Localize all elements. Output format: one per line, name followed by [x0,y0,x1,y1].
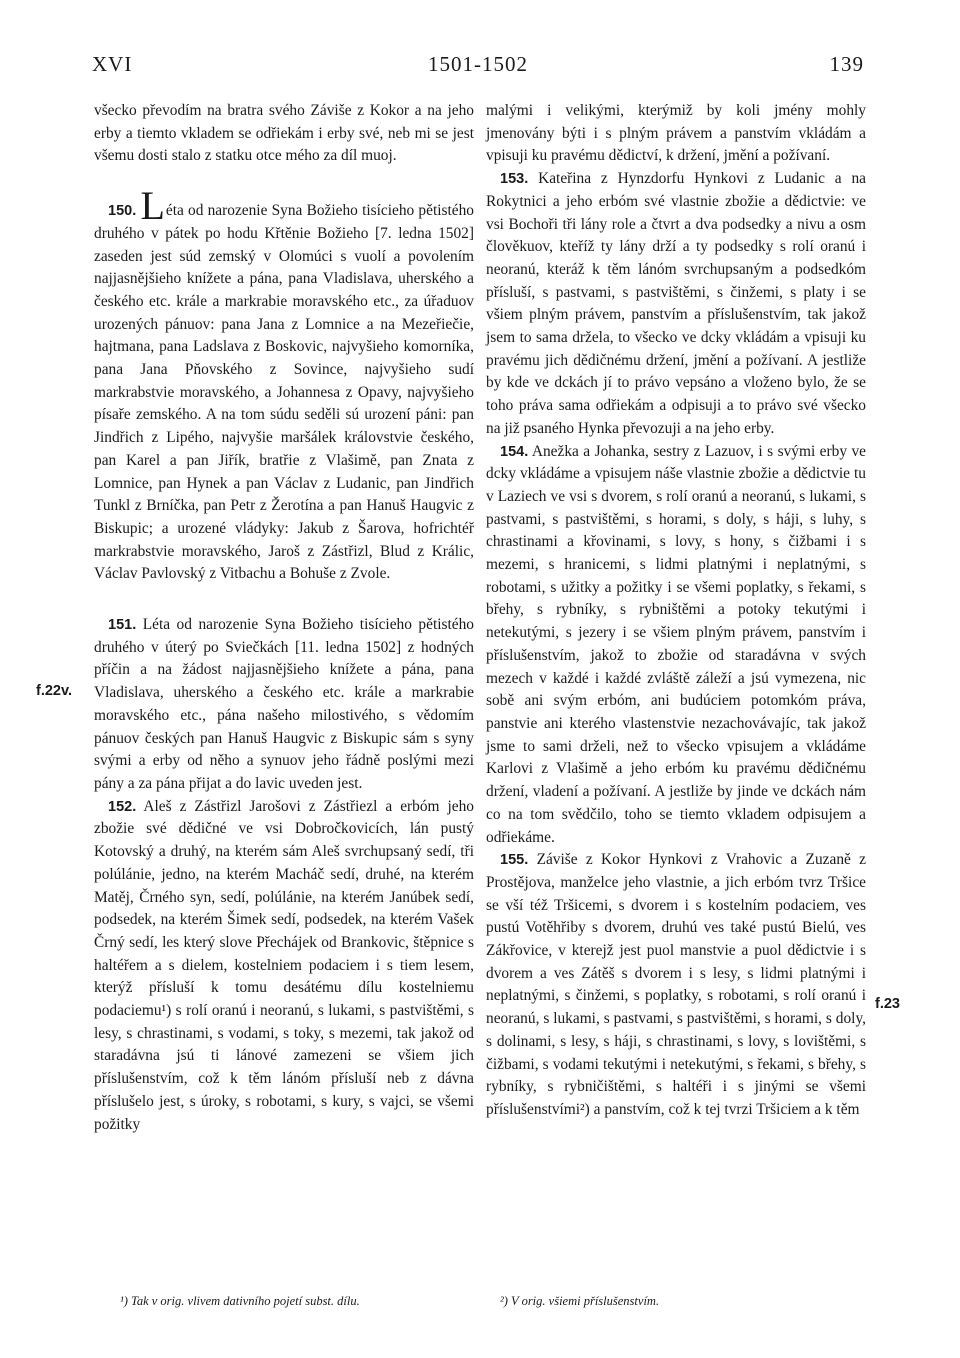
initial-letter: L [140,183,165,229]
entry-number: 155. [500,852,529,869]
folio-note-left: f.22v. [36,683,73,699]
entry-151: 151. Léta od narozenie Syna Božieho tisícieho pětistého druhého v úterý po Sviečkách [11. ledna 1502] z hodných příčin a na žádost najjasnějšieho knížete a pána, pana Vladislava, uherského a českého etc. krále a markrabie moravského etc., pána našeho milostivého, s vědomím pánuov českých pan Hanuš Haugvic z Biskupic sám s syny svými a erby od něho a synuov jeho řádně poslými mezi pány a za pána přijat a do lavic uveden jest. [94,616,474,792]
footnote-2: ²) V orig. všiemi příslušenstvím. [500,1294,660,1308]
entry-number: 153. [500,171,529,188]
left-column [94,100,474,1136]
years-heading: 1501-1502 [428,52,528,76]
entry-number: 152. [108,798,137,815]
entry-number: 151. [108,617,137,634]
right-column [486,100,866,1122]
entry-150: 150. Léta od narozenie Syna Božieho tisícieho pětistého druhého v pátek po hodu Křtěnie Božieho [7. ledna 1502] zaseden jest súd zemský v Olomúci s vuolí a povolením najjasnějšieho knížete a pána, pana Vladislava, uherského a českého etc. krále a markrabie moravského etc., za úřaduov urozených pánuov: pana Jana z Lomnice a na Mezeřiečie, hajtmana, pana Ladslava z Boskovic, najvyšieho komorníka, pana Jana Pňovského z Sovince, najvyšieho sudí markrabstvie moravského, a Johannesa z Opavy, najvyšieho písaře zemského. A na tom súdu seděli sú urození páni: pan Jindřich z Lipého, najvyšie maršálek královstvie českého, pan Karel a pan Jiřík, bratřie z Vlašimě, pan Znata z Lomnice, pan Hynek a pan Václav z Ludanic, pan Jindřich Tunkl z Brníčka, pan Petr z Žerotína a pan Hanuš Haugvic z Biskupic; a urozené vládyky: Jakub z Šarova, hofrichtéř markrabstvie moravského, Jaroš z Zástřizl, Blud z Králic, Václav Pavlovský z Vitbachu a Bohuše z Zvole. [94,183,474,583]
folio-note-right: f.23 [875,996,900,1012]
entry-continuation: všecko převodím na bratra svého Záviše z Kokor a na jeho erby a tiemto vkladem se odřiekám i erby své, neb mi se jest všemu dosti stalo z statku otce mého za díl muoj. [94,102,474,165]
footnote-1: ¹) Tak v orig. vlivem dativního pojetí subst. dílu. [120,1294,360,1308]
entry-continuation: malými i velikými, kterýmiž by koli jmény mohly jmenovány býti i s plným právem a panstvím vkládám a vpisuji ku pravému dědictví, k držení, jmění a požívaní. [486,102,866,165]
entry-155: 155. Záviše z Kokor Hynkovi z Vrahovic a Zuzaně z Prostějova, manželce jeho vlastnie, a jich erbóm tvrz Tršice se vší též Tršicemi, s dvorem i s kostelním podaciem, ves pustú Votěhřiby s dvorem, druhú ves také pustú Bielú, ves Zákřovice, v kterejž jest puol manstvie a puol dědictvie i s dvorem a ves Zátěš s dvorem i s lesy, s lidmi platnými i neplatnými, s činžemi, s poplatky, s robotami, s rolí oranú i neoranú, s lukami, s pastvami, s pastvištěmi, s horami, s doly, s dolinami, s lesy, s háji, s chrastinami, s lovy, s lovištěmi, s čižbami, s vodami tekutými i netekutými, s řekami, s břehy, s rybníky, s rybničištěmi, s haltéři i s jinými se všemi příslušenstvími²) a panstvím, což k tej tvrzi Tršiciem a k těm [486,851,866,1118]
entry-152: 152. Aleš z Zástřizl Jarošovi z Zástřiezl a erbóm jeho zbožie své dědičné ve vsi Dobročkovicích, lán pustý Kotovský a druhý, na kterém sám Aleš svrchupsaný sedí, tři polúlánie, jedno, na kterém Macháč sedí, druhé, na kterém Matěj, Črného syn, sedí, polúlánie, na kterém Janúbek sedí, podsedek, na kterém Šimek sedí, podsedek, na kterém Vašek Črný sedí, les který slove Přechájek od Brankovic, štěpnice s haltéřem a s dielem, kostelniem podaciem i s tiem lesem, kterýž přísluší k tomu desátému dílu kostelniemu podaciemu¹) s rolí oranú i neoranú, s lukami, s pastvištěmi, s lesy, s chrastinami, s vodami, s toky, s mezemi, tak jakož od staradávna jsú ti lánové zamezeni se všiem jich příslušenstvím, což k těm lánóm přísluší neb z dávna příslušelo jest, s úroky, s robotami, s kury, s vajci, se všemi požitky [94,797,474,1133]
entry-154: 154. Anežka a Johanka, sestry z Lazuov, i s svými erby ve dcky vkládáme a vpisujem náše vlastnie zbožie a dědictvie tu v Laziech ve vsi s dvorem, s rolí oranú a neoranú, s lukami, s pastvami, s pastvištěmi, s horami, s doly, s háji, s luhy, s chrastinami a křovinami, s lovy, s hony, s čižbami i s mezemi, s hranicemi, s lidmi platnými i neplatnými, s robotami, s užitky a požitky i se všemi poplatky, s řekami, s břehy, s rybníky, s rybništěmi a potoky tekutými i netekutými, s jezery i se všiem plným právem, panstvím i příslušenstvím, jakož to zbožie od staradávna v svých mezech v každé i každé zvláště záleží a jsú vymezena, nic sobě ani svým erbóm, ani budúciem potomkóm práva, panstvie ani kterého vlastenstvie nezachovávajíc, tak jakož jsme to sami drželi, než to všecko vpisujem a vkládáme Karlovi z Vlašimě a jeho erbóm ku pravému dědičnému držení, vladení a požívaní. A jestliže by jinde ve dckách nám co na tom svědčilo, toho se tiemto vkladem odpisujem a odřiekáme. [486,442,866,846]
page-number: 139 [829,52,864,76]
roman-page-section: XVI [92,52,133,76]
entry-number: 154. [500,443,529,460]
entry-153: 153. Kateřina z Hynzdorfu Hynkovi z Ludanic a na Rokytnici a jeho erbóm své vlastnie zbožie a dědictvie: ve vsi Bochoři tři lány role a čtvrt a dva podsedky a nivu a osm člověkuov, kteříž ty lány drží a ty podsedky s rolí oranú i neoranú, kteráž k těm lánóm svrchupsaným a podsedkóm přísluší, s pastvami, s pastvištěmi, s činžemi, s platy i se všiem plným právem, panstvím a příslušenstvím, tak jakož jsem to sama držela, to všecko ve dcky vkládám a vpisuji ku pravému jich dědičnému držení, jmění a požívaní. A jestliže by kde ve dckách jí to právo vepsáno a vloženo bylo, že se toho práva sama odřiekám a odpisuji a to právo své všecko na již psaného Hynka převozuji a na jeho erby. [486,170,866,437]
running-header [92,52,864,82]
entry-number: 150. [108,203,137,220]
